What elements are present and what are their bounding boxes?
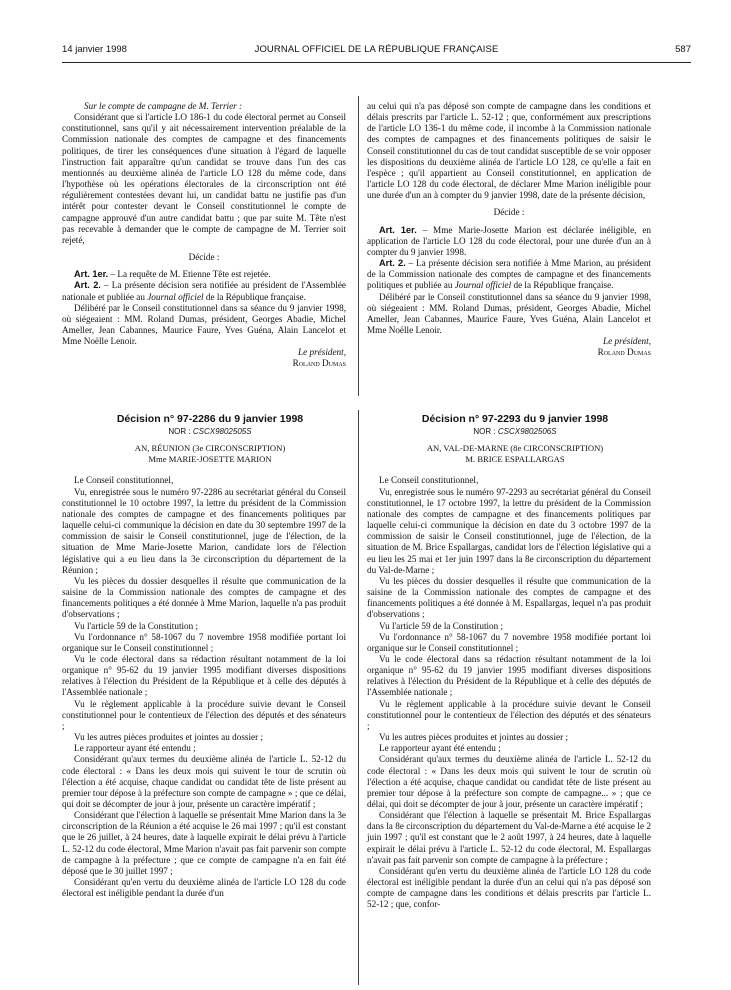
paragraph: Considérant qu'en vertu du deuxième alinéa de l'article LO 128 du code électoral est inéligible pendant la durée d'un an celui qui n'a pas déposé son compte de campagne dans les conditions et délais prescrits par l'article L. 52-12 ; que, confor-	[367, 865, 651, 910]
paragraph: Vu l'article 59 de la Constitution ;	[74, 620, 199, 631]
candidate-name: M. BRICE ESPALLARGAS	[465, 454, 565, 465]
column-divider-top	[358, 96, 359, 396]
paragraph: Considérant que l'élection à laquelle se présentait M. Brice Espallargas dans la 8e circonscription du département du Val-de-Marne a été acquise le 2 juin 1997 ; qu'il est constant que le 2 août 1997, à 24 heures, date à laquelle expirait le délai prévu à l'article L. 52-12 du code électoral, M. Espallargas n'avait pas fait parvenir son compte de campagne à la préfecture ;	[367, 810, 651, 865]
signature-name: Roland Dumas	[292, 358, 346, 369]
decision-title: Décision n° 97-2293 du 9 janvier 1998	[421, 413, 609, 425]
decide-label: Décide :	[188, 252, 220, 263]
paragraph: Vu le code électoral dans sa rédaction résultant notamment de la loi organique n° 95-62 du 19 janvier 1995 modifiant diverses dispositions relatives à l'élection du Président de la République et à celle des députés de l'Assemblée nationale ;	[367, 653, 651, 698]
paragraph: Vu, enregistrée sous le numéro 97-2293 au secrétariat général du Conseil constitutionnel, le 17 octobre 1997, la lettre du président de la Commission nationale des comptes de campagne et des financements politiques par laquelle celui-ci communique la décision en date du 3 octobre 1997 de la commission de saisir le Conseil constitutionnel, juge de l'élection, de la situation de M. Brice Espallargas, candidat lors de l'élection législative qui a eu lieu les 25 mai et 1er juin 1997 dans la 8e circonscription du département du Val-de-Marne ;	[367, 486, 651, 575]
left-column-top	[62, 101, 346, 370]
article-2	[62, 280, 346, 302]
circonscription: AN, RÉUNION (3e CIRCONSCRIPTION)	[134, 443, 286, 454]
deliberation: Délibéré par le Conseil constitutionnel dans sa séance du 9 janvier 1998, où siégeaient : MM. Roland Dumas, président, Georges Abadie, Michel Ameller, Jean Cabannes, Maurice Faure, Yves Guéna, Alain Lancelot et Mme Noëlle Lenoir.	[62, 302, 346, 347]
paragraph: Vu les pièces du dossier desquelles il résulte que communication de la saisine de la Commission nationale des comptes de campagne et des financements politiques a été donnée à M. Espallargas, lequel n'a pas produit d'observations ;	[367, 575, 651, 620]
header-rule	[62, 62, 691, 63]
paragraph: Vu les autres pièces produites et jointes au dossier ;	[379, 732, 569, 743]
paragraph: Considérant qu'aux termes du deuxième alinéa de l'article L. 52-12 du code électoral : « Dans les deux mois qui suivent le tour de scrutin où l'élection a été acquise, chaque candidat ou candidat tête de liste présent au premier tour dépose à la préfecture son compte de campagne » ; que ce délai, qui doit se décompter de jour à jour, présente un caractère impératif ;	[62, 754, 346, 809]
paragraph: Vu l'ordonnance n° 58-1067 du 7 novembre 1958 modifiée portant loi organique sur le Conseil constitutionnel ;	[367, 631, 651, 653]
article-text: – La présente décision sera notifiée au président de l'Assemblée nationale et publiée au	[62, 280, 346, 302]
paragraph: Le rapporteur ayant été entendu ;	[74, 743, 196, 754]
paragraph: Vu le code électoral dans sa rédaction résultant notamment de la loi organique n° 95-62 du 19 janvier 1995 modifiant diverses dispositions relatives à l'élection du Président de la République et à celle des députés à l'Assemblée nationale ;	[62, 653, 346, 698]
header-page-number: 587	[675, 44, 691, 55]
paragraph: Vu l'article 59 de la Constitution ;	[379, 620, 504, 631]
article-text: – La requête de M. Etienne Tête est rejetée.	[108, 269, 271, 280]
column-divider-bottom	[358, 410, 359, 985]
article-label: Art. 1er.	[379, 224, 417, 235]
paragraph: Vu, enregistrée sous le numéro 97-2286 au secrétariat général du Conseil constitutionnel le 10 octobre 1997, la lettre du président de la Commission nationale des comptes de campagne et des financements politiques par laquelle celui-ci communique la décision en date du 30 septembre 1997 de la commission de saisir le Conseil constitutionnel, juge de l'élection, de la situation de Mme Marie-Josette Marion, candidate lors de l'élection législative qui a eu lieu dans la 3e circonscription du département de la Réunion ;	[62, 486, 346, 575]
article-label: Art. 1er.	[74, 269, 109, 280]
circonscription: AN, VAL-DE-MARNE (8e CIRCONSCRIPTION)	[426, 443, 604, 454]
paragraph: Vu le règlement applicable à la procédure suivie devant le Conseil constitutionnel pour le contentieux de l'élection des députés et des sénateurs ;	[367, 698, 651, 731]
article-label: Art. 2.	[379, 258, 406, 269]
article-1	[62, 269, 346, 280]
decision-left	[62, 413, 346, 899]
paragraph: Vu le règlement applicable à la procédure suivie devant le Conseil constitutionnel pour le contentieux de l'élection des députés et des sénateurs ;	[62, 698, 346, 731]
paragraph: Vu les pièces du dossier desquelles il résulte que communication de la saisine de la Commission nationale des comptes de campagne et des financements politiques a été donnée à Mme Marion, laquelle n'a pas produit d'observations ;	[62, 575, 346, 620]
article-text-end: de la République française.	[203, 291, 306, 302]
signature-name: Roland Dumas	[597, 347, 651, 358]
signature-title: Le président,	[298, 347, 346, 358]
article-text: – Mme Marie-Josette Marion est déclarée inéligible, en application de l'article LO 128 du code électoral, pour une durée d'un an à compter du 9 janvier 1998.	[367, 224, 651, 257]
paragraph: Le Conseil constitutionnel,	[379, 475, 479, 486]
journal-name: Journal officiel	[454, 280, 512, 291]
article-text-end: de la République française.	[511, 280, 614, 291]
paragraph: Le Conseil constitutionnel,	[74, 475, 174, 486]
header-title: JOURNAL OFFICIEL DE LA RÉPUBLIQUE FRANÇAISE	[254, 44, 499, 55]
decision-title: Décision n° 97-2286 du 9 janvier 1998	[116, 413, 304, 425]
decision-body	[367, 475, 651, 910]
article-1	[367, 225, 651, 258]
nor-reference: NOR : CSCX9802506S	[473, 427, 557, 436]
paragraph: Vu l'ordonnance n° 58-1067 du 7 novembre 1958 modifiée portant loi organique sur le Conseil constitutionnel ;	[62, 631, 346, 653]
section-heading: Sur le compte de campagne de M. Terrier :	[84, 101, 243, 111]
right-column-top	[367, 101, 651, 358]
paragraph: Considérant que l'élection à laquelle se présentait Mme Marion dans la 3e circonscription de la Réunion a été acquise le 26 mai 1997 ; qu'il est constant que le 26 juillet, à 24 heures, date à laquelle expirait le délai prévu à l'article L. 52-12 du code électoral, Mme Marion n'avait pas fait parvenir son compte de campagne à la préfecture ; que ce compte de campagne n'a en fait été déposé que le 30 juillet 1997 ;	[62, 810, 346, 876]
nor-reference: NOR : CSCX9802505S	[168, 427, 252, 436]
paragraph: Considérant qu'aux termes du deuxième alinéa de l'article L. 52-12 du code électoral : « Dans les deux mois qui suivent le tour de scrutin où l'élection a été acquise, chaque candidat ou candidat tête de liste présent au premier tour dépose à la préfecture son compte de campagne... » ; que ce délai, qui doit se décompter de jour à jour, présente un caractère impératif ;	[367, 754, 651, 809]
candidate-name: Mme MARIE-JOSETTE MARION	[148, 454, 272, 465]
paragraph: Vu les autres pièces produites et jointes au dossier ;	[74, 732, 264, 743]
paragraph: au celui qui n'a pas déposé son compte de campagne dans les conditions et délais prescrits par l'article L. 52-12 ; que, conformément aux prescriptions de l'article LO 136-1 du même code, il incombe à la Commission nationale des comptes de campagnes et des financements politiques de saisir le Conseil constitutionnel du cas de tout candidat susceptible de se voir opposer les dispositions du deuxième alinéa de l'article LO 128, ce qu'elle a fait en l'espèce ; qu'il appartient au Conseil constitutionnel, en application de l'article LO 128 du code électoral, de déclarer Mme Marion inéligible pour une durée d'un an à compter du 9 janvier 1998, date de la présente décision,	[367, 101, 651, 201]
signature-title: Le président,	[603, 336, 651, 347]
article-2	[367, 258, 651, 291]
decision-right	[367, 413, 651, 911]
article-label: Art. 2.	[74, 280, 101, 291]
running-header	[62, 44, 691, 58]
paragraph: Considérant qu'en vertu du deuxième alinéa de l'article LO 128 du code électoral est inéligible pendant la durée d'un	[62, 877, 346, 899]
decide-label: Décide :	[493, 207, 525, 218]
paragraph: Le rapporteur ayant été entendu ;	[379, 743, 501, 754]
paragraph: Considérant que si l'article LO 186-1 du code électoral permet au Conseil constitutionnel, sans qu'il y ait nécessairement intervention préalable de la Commission nationale des comptes de campagne et des financements politiques, de tirer les conséquences d'une situation à l'égard de laquelle l'instruction fait apparaître qu'un candidat se trouve dans l'un des cas mentionnés au deuxième alinéa de l'article LO 128 du même code, dans l'hypothèse où les opérations électorales de la circonscription ont été régulièrement contestées devant lui, un candidat battu ne justifie pas d'un intérêt pour contester devant le Conseil constitutionnel le compte de campagne approuvé d'un autre candidat battu ; que par suite M. Tête n'est pas recevable à demander que le compte de campagne de M. Terrier soit rejeté,	[62, 112, 346, 245]
header-date: 14 janvier 1998	[62, 44, 127, 55]
decision-body	[62, 475, 346, 899]
deliberation: Délibéré par le Conseil constitutionnel dans sa séance du 9 janvier 1998, où siégeaient : MM. Roland Dumas, président, Georges Abadie, Michel Ameller, Jean Cabannes, Maurice Faure, Yves Guéna, Alain Lancelot et Mme Noëlle Lenoir.	[367, 291, 651, 335]
journal-name: Journal officiel	[147, 291, 204, 302]
article-text: – La présente décision sera notifiée à Mme Marion, au président de la Commission nationale des comptes de campagne et des financements politiques et publiée au	[367, 258, 651, 291]
